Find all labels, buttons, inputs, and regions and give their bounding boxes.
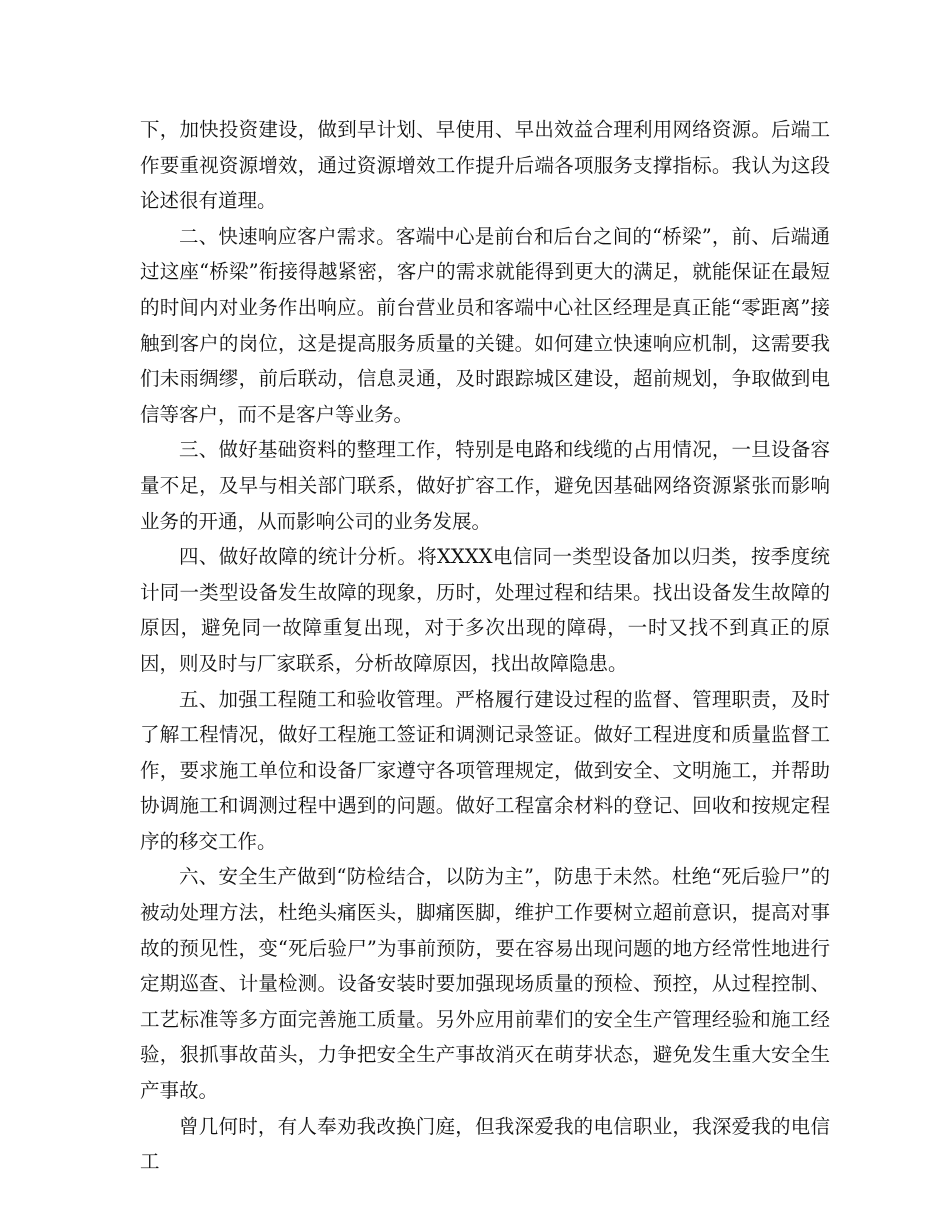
paragraph-closing: 曾几何时，有人奉劝我改换门庭，但我深爱我的电信职业，我深爱我的电信工 <box>140 1114 830 1174</box>
document-body <box>140 112 830 1180</box>
paragraph-basic-data: 三、做好基础资料的整理工作，特别是电路和线缆的占用情况，一旦设备容量不足，及早与相关部门联系，做好扩容工作，避免因基础网络资源紧张而影响业务的开通，从而影响公司的业务发展。 <box>140 438 830 533</box>
paragraph-safety-production: 六、安全生产做到“防检结合，以防为主”，防患于未然。杜绝“死后验尸”的被动处理方法，杜绝头痛医头，脚痛医脚，维护工作要树立超前意识，提高对事故的预见性，变“死后验尸”为事前预防，要在容易出现问题的地方经常性地进行定期巡查、计量检测。设备安装时要加强现场质量的预检、预控，从过程控制、工艺标准等多方面完善施工质量。另外应用前辈们的安全生产管理经验和施工经验，狠抓事故苗头，力争把安全生产事故消灭在萌芽状态，避免发生重大安全生产事故。 <box>140 865 830 1103</box>
paragraph-continuation: 下，加快投资建设，做到早计划、早使用、早出效益合理利用网络资源。后端工作要重视资源增效，通过资源增效工作提升后端各项服务支撑指标。我认为这段论述很有道理。 <box>140 118 830 213</box>
paragraph-engineering-acceptance: 五、加强工程随工和验收管理。严格履行建设过程的监督、管理职责，及时了解工程情况，做好工程施工签证和调测记录签证。做好工程进度和质量监督工作，要求施工单位和设备厂家遵守各项管理规定，做到安全、文明施工，并帮助协调施工和调测过程中遇到的问题。做好工程富余材料的登记、回收和按规定程序的移交工作。 <box>140 687 830 853</box>
paragraph-customer-response: 二、快速响应客户需求。客端中心是前台和后台之间的“桥梁”，前、后端通过这座“桥梁”衔接得越紧密，客户的需求就能得到更大的满足，就能保证在最短的时间内对业务作出响应。前台营业员和客端中心社区经理是真正能“零距离”接触到客户的岗位，这是提高服务质量的关键。如何建立快速响应机制，这需要我们未雨绸缪，前后联动，信息灵通，及时跟踪城区建设，超前规划，争取做到电信等客户，而不是客户等业务。 <box>140 224 830 426</box>
paragraph-fault-analysis: 四、做好故障的统计分析。将XXXX电信同一类型设备加以归类，按季度统计同一类型设备发生故障的现象，历时，处理过程和结果。找出设备发生故障的原因，避免同一故障重复出现，对于多次出现的障碍，一时又找不到真正的原因，则及时与厂家联系，分析故障原因，找出故障隐患。 <box>140 545 830 675</box>
